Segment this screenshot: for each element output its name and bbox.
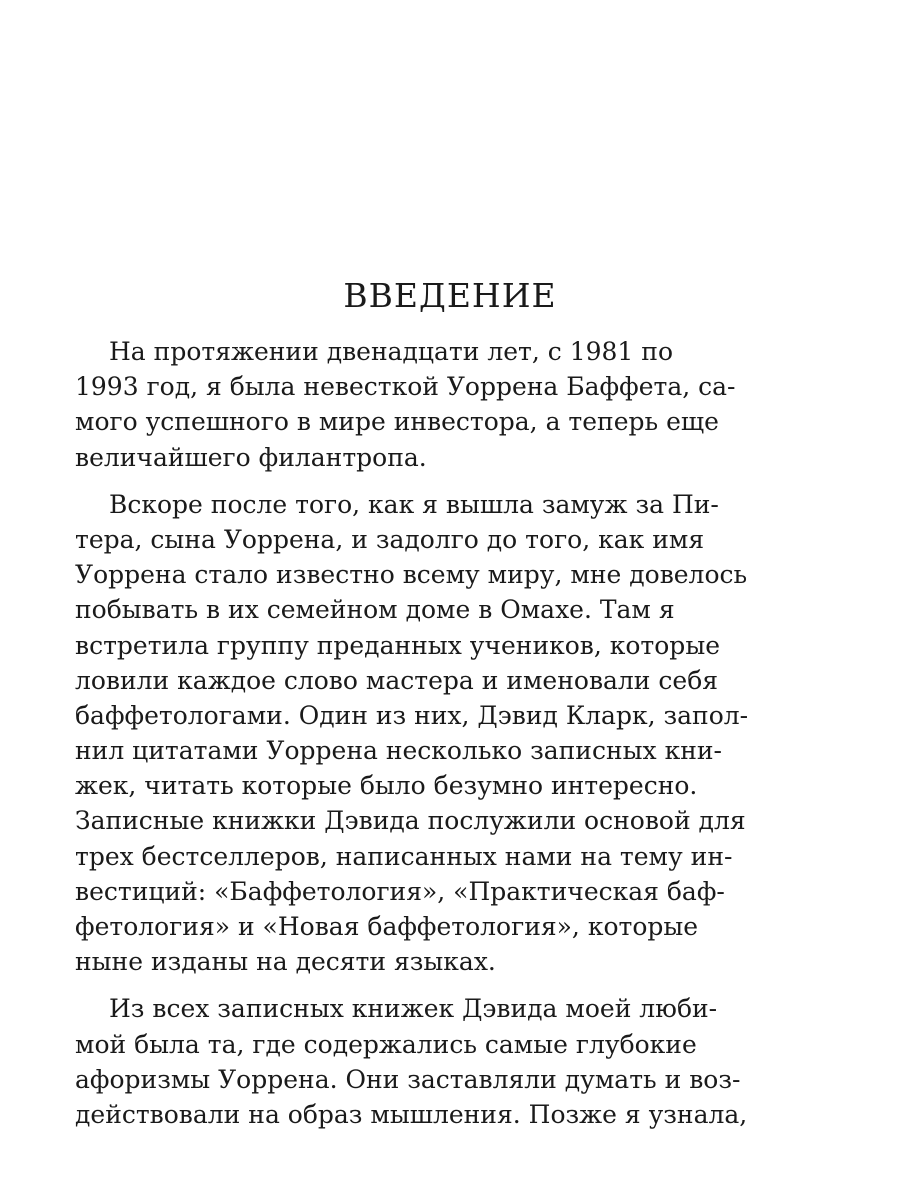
text-line: Записные книжки Дэвида послужили основой для <box>75 806 746 836</box>
text-line: мого успешного в мире инвестора, а теперь еще <box>75 407 719 437</box>
text-line: действовали на образ мышления. Позже я узнала, <box>75 1099 748 1129</box>
paragraph-2 <box>75 487 749 980</box>
paragraph-3 <box>75 991 748 1132</box>
body-text <box>75 334 749 1132</box>
text-line: побывать в их семейном доме в Омахе. Там я <box>75 595 675 625</box>
text-line: 1993 год, я была невесткой Уоррена Баффета, са- <box>75 372 736 402</box>
paragraph-1 <box>75 334 736 475</box>
text-line: встретила группу преданных учеников, которые <box>75 630 721 660</box>
paragraph-gap <box>75 475 673 487</box>
text-line: ныне изданы на десяти языках. <box>75 947 496 977</box>
chapter-title: ВВЕДЕНИЕ <box>343 276 557 315</box>
text-line: Из всех записных книжек Дэвида моей люби- <box>109 994 718 1024</box>
text-line: мой была та, где содержались самые глубокие <box>75 1029 697 1059</box>
text-line: баффетологами. Один из них, Дэвид Кларк, запол- <box>75 700 749 730</box>
text-line: ловили каждое слово мастера и именовали себя <box>75 665 719 695</box>
text-line: величайшего филантропа. <box>75 442 427 472</box>
text-line: Вскоре после того, как я вышла замуж за Пи- <box>109 489 719 519</box>
text-line: На протяжении двенадцати лет, с 1981 по <box>109 337 673 366</box>
text-line: фетология» и «Новая баффетология», которые <box>75 912 699 941</box>
text-line: жек, читать которые было безумно интересно. <box>75 771 698 801</box>
text-line: нил цитатами Уоррена несколько записных кни- <box>75 736 722 766</box>
text-line: тера, сына Уоррена, и задолго до того, как имя <box>75 524 705 554</box>
text-line: трех бестселлеров, написанных нами на тему ин- <box>75 841 733 871</box>
paragraph-gap <box>75 979 673 991</box>
text-line: Уоррена стало известно всему миру, мне довелось <box>75 560 748 590</box>
text-line: афоризмы Уоррена. Они заставляли думать и воз- <box>75 1064 741 1094</box>
text-line: вестиций: «Баффетология», «Практическая баф- <box>75 876 725 906</box>
